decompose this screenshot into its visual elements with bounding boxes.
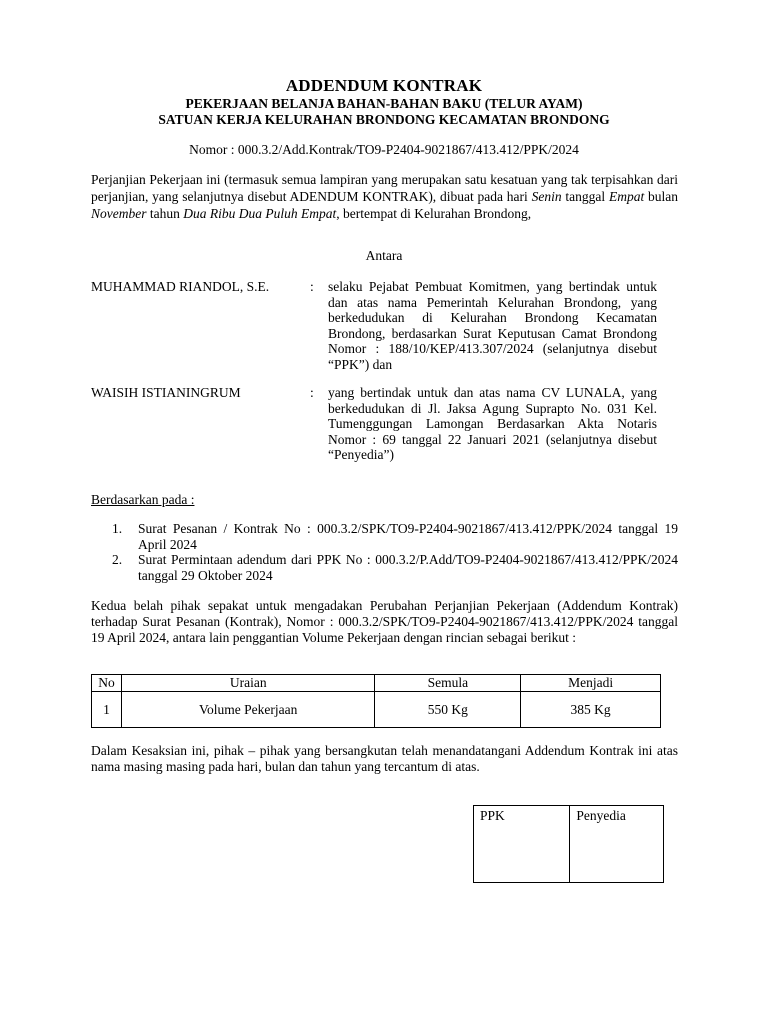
column-header-semula: Semula — [375, 675, 521, 692]
antara-label: Antara — [365, 248, 403, 263]
cell-uraian: Volume Pekerjaan — [121, 692, 375, 728]
basis-item-text: Surat Pesanan / Kontrak No : 000.3.2/SPK/TO9-P2404-9021867/413.412/PPK/2024 tanggal 19 April 2024 — [138, 521, 678, 552]
signature-row — [474, 806, 664, 883]
party-ppk-name: MUHAMMAD RIANDOL, S.E. — [91, 279, 270, 294]
document-subtitle-work: PEKERJAAN BELANJA BAHAN-BAHAN BAKU (TELUR AYAM) — [185, 96, 583, 111]
table-row — [92, 692, 661, 728]
intro-text: , bertempat di Kelurahan Brondong, — [336, 206, 532, 221]
intro-text: Perjanjian Pekerjaan ini (termasuk semua lampiran yang merupakan satu kesatuan yang tak terpisahkan dari perjanjian, yang selanjutnya disebut ADENDUM KONTRAK), dibuat pada hari — [91, 172, 678, 204]
signature-ppk: PPK — [474, 806, 570, 883]
intro-paragraph — [91, 171, 678, 222]
basis-item-text: Surat Permintaan adendum dari PPK No : 000.3.2/P.Add/TO9-P2404-9021867/413.412/PPK/2024 tanggal 29 Oktober 2024 — [138, 552, 678, 583]
document-title: ADDENDUM KONTRAK — [285, 76, 483, 95]
signature-table — [473, 805, 664, 883]
intro-month: November — [91, 206, 147, 221]
party-ppk-colon: : — [310, 279, 314, 294]
party-provider-colon: : — [310, 385, 314, 400]
closing-paragraph: Dalam Kesaksian ini, pihak – pihak yang bersangkutan telah menandatangani Addendum Kontrak ini atas nama masing masing pada hari, bulan dan tahun yang tercantum di atas. — [91, 743, 678, 774]
party-provider-description: yang bertindak untuk dan atas nama CV LUNALA, yang berkedudukan di Jl. Jaksa Agung Suprapto No. 031 Kel. Tumenggungan Lamongan Berdasarkan Akta Notaris Nomor : 69 tanggal 22 Januari 2021 (selanjutnya disebut “Penyedia”) — [328, 385, 657, 462]
intro-date: Empat — [608, 189, 645, 204]
signature-provider: Penyedia — [570, 806, 664, 883]
document-subtitle-unit: SATUAN KERJA KELURAHAN BRONDONG KECAMATAN BRONDONG — [158, 112, 610, 127]
agreement-paragraph: Kedua belah pihak sepakat untuk mengadakan Perubahan Perjanjian Pekerjaan (Addendum Kontrak) terhadap Surat Pesanan (Kontrak), Nomor : 000.3.2/SPK/TO9-P2404-9021867/413.412/PPK/2024 tanggal 19 April 2024, antara lain penggantian Volume Pekerjaan dengan rincian sebagai berikut : — [91, 598, 678, 645]
basis-heading: Berdasarkan pada : — [91, 492, 195, 507]
column-header-menjadi: Menjadi — [521, 675, 661, 692]
table-header-row — [92, 675, 661, 692]
column-header-no: No — [92, 675, 122, 692]
intro-text: bulan — [644, 189, 678, 204]
cell-no: 1 — [92, 692, 122, 728]
basis-item-number: 2. — [112, 552, 123, 567]
intro-year: Dua Ribu Dua Puluh Empat — [183, 206, 337, 221]
cell-semula: 550 Kg — [375, 692, 521, 728]
party-ppk-description: selaku Pejabat Pembuat Komitmen, yang bertindak untuk dan atas nama Pemerintah Kelurahan Brondong, yang berkedudukan di Kelurahan Brondong Kecamatan Brondong, berdasarkan Surat Keputusan Camat Brondong Nomor : 188/10/KEP/413.307/2024 (selanjutnya disebut “PPK”) dan — [328, 279, 657, 372]
column-header-uraian: Uraian — [121, 675, 375, 692]
volume-table — [91, 674, 661, 728]
document-number: Nomor : 000.3.2/Add.Kontrak/TO9-P2404-9021867/413.412/PPK/2024 — [189, 142, 579, 157]
party-provider-name: WAISIH ISTIANINGRUM — [91, 385, 241, 400]
intro-text: tahun — [146, 206, 184, 221]
cell-menjadi: 385 Kg — [521, 692, 661, 728]
basis-item-number: 1. — [112, 521, 123, 536]
intro-text: tanggal — [561, 189, 609, 204]
intro-day: Senin — [531, 189, 562, 204]
